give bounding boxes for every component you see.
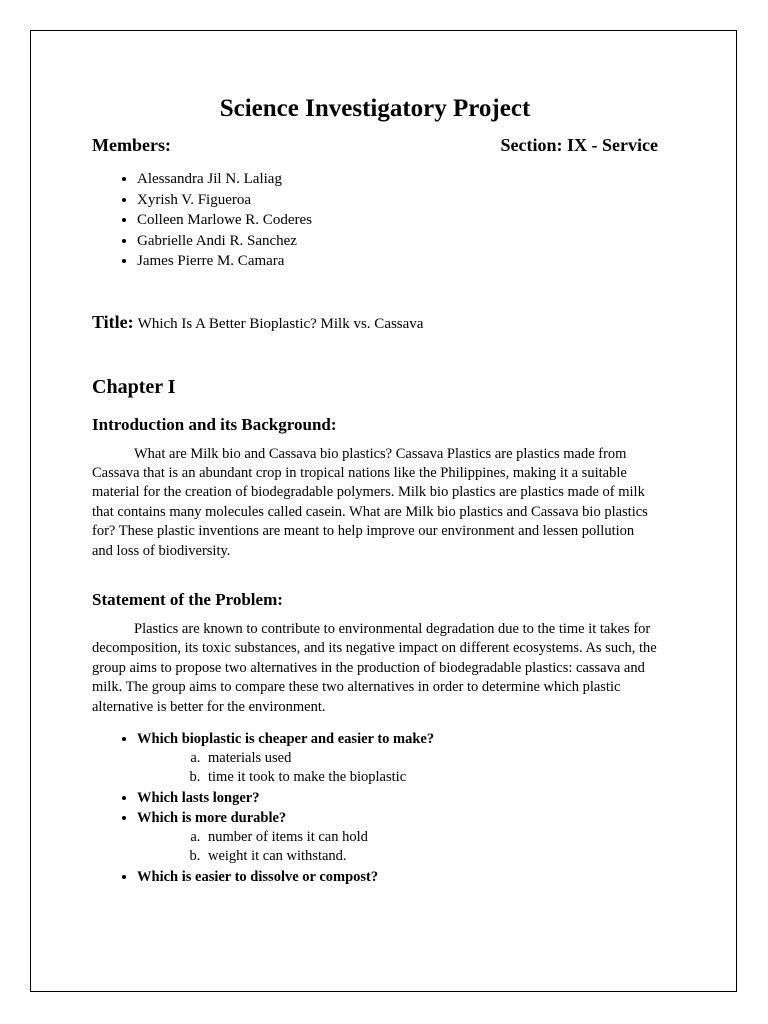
member-item: • Gabrielle Andi R. Sanchez (137, 231, 658, 252)
question-item (137, 788, 658, 808)
member-item: • Xyrish V. Figueroa (137, 190, 658, 211)
question-text: Which bioplastic is cheaper and easier to make? (137, 730, 435, 747)
question-item (137, 729, 658, 788)
members-label: Members: (92, 135, 171, 155)
intro-heading: Introduction and its Background: (92, 414, 337, 434)
project-title (92, 310, 658, 336)
sub-item: b. time it took to make the bioplastic (204, 768, 658, 788)
question-item (137, 867, 658, 887)
problem-paragraph: Plastics are known to contribute to environmental degradation due to the time it takes for decomposition, its toxic substances, and its negative impact on different ecosystems. As such, the group aims to propose two alternatives in the production of biodegradable plastics: cassava and milk. The group aims to compare these two alternatives in order to determine which plastic alternative is better for the environment. (92, 620, 657, 715)
members-list (92, 169, 658, 272)
meta-row (92, 133, 658, 157)
sub-item: a. materials used (204, 749, 658, 769)
questions-list (92, 729, 658, 887)
sub-item: a. number of items it can hold (204, 828, 658, 848)
question-text: Which is easier to dissolve or compost? (137, 868, 379, 885)
member-item: • Alessandra Jil N. Laliag (137, 169, 658, 190)
document-heading: Science Investigatory Project (219, 95, 531, 122)
sub-list (137, 828, 658, 867)
section-label: Section: IX - Service (500, 135, 658, 155)
title-label: Title: (92, 311, 134, 332)
sub-item: b. weight it can withstand. (204, 847, 658, 867)
question-text: Which lasts longer? (137, 789, 260, 806)
question-item (137, 808, 658, 867)
sub-list (137, 749, 658, 788)
page-content (92, 91, 658, 887)
document-page (30, 30, 737, 992)
member-item: • James Pierre M. Camara (137, 251, 658, 272)
problem-heading: Statement of the Problem: (92, 589, 283, 609)
member-item: • Colleen Marlowe R. Coderes (137, 210, 658, 231)
title-value: Which Is A Better Bioplastic? Milk vs. Cassava (137, 315, 424, 332)
intro-paragraph: What are Milk bio and Cassava bio plastics? Cassava Plastics are plastics made from Cassava that is an abundant crop in tropical nations like the Philippines, making it a suitable material for the creation of biodegradable polymers. Milk bio plastics are plastics made of milk that contains many molecules called casein. What are Milk bio plastics and Cassava bio plastics for? These plastic inventions are meant to help improve our environment and lessen pollution and loss of biodiversity. (92, 445, 648, 559)
question-text: Which is more durable? (137, 809, 287, 826)
chapter-heading: Chapter I (92, 375, 176, 398)
